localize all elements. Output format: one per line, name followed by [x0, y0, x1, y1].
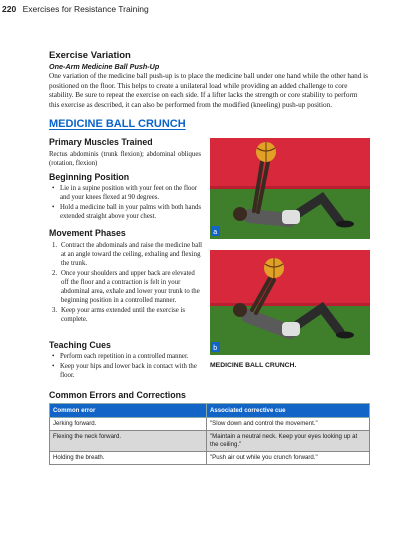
cell-error: Holding the breath. [50, 452, 207, 465]
variation-heading: Exercise Variation [49, 50, 131, 61]
teaching-cues-heading: Teaching Cues [49, 340, 111, 350]
photo-a [210, 138, 370, 239]
teaching-cues-list [52, 352, 204, 381]
errors-heading: Common Errors and Corrections [49, 390, 186, 400]
col-header-error: Common error [50, 404, 207, 418]
table-header-row [50, 404, 370, 418]
col-header-cue: Associated corrective cue [207, 404, 370, 418]
movement-phases-heading: Movement Phases [49, 228, 126, 238]
cell-cue: "Maintain a neutral neck. Keep your eyes looking up at the ceiling." [207, 431, 370, 452]
table-row [50, 418, 370, 431]
photo-b-label: b [213, 345, 218, 352]
cell-cue: "Push air out while you crunch forward." [207, 452, 370, 465]
list-item: 3. Keep your arms extended until the exercise is complete. [52, 307, 185, 323]
list-item: • Perform each repetition in a controlled manner. [52, 352, 204, 361]
errors-table [49, 403, 370, 465]
table-row [50, 431, 370, 452]
beginning-position-heading: Beginning Position [49, 172, 130, 182]
variation-subheading: One-Arm Medicine Ball Push-Up [49, 62, 160, 71]
figure-caption: MEDICINE BALL CRUNCH. [210, 362, 297, 369]
exercise-title: MEDICINE BALL CRUNCH [49, 118, 186, 130]
primary-muscles-text: Rectus abdominis (trunk flexion); abdominal obliques (rotation, flexion) [49, 151, 201, 168]
cell-error: Flexing the neck forward. [50, 431, 207, 452]
movement-phases-list [52, 241, 204, 325]
list-item: 2. Once your shoulders and upper back are elevated off the floor and a contraction is felt in your abdominal area, exhale and lower your trunk to the beginning position in a controlled manner. [52, 270, 200, 304]
table-row [50, 452, 370, 465]
list-item: • Keep your hips and lower back in contact with the floor. [52, 362, 204, 380]
running-head [2, 4, 149, 14]
page-number: 220 [2, 4, 17, 14]
cell-error: Jerking forward. [50, 418, 207, 431]
photo-b [210, 250, 370, 355]
photo-a-label: a [213, 229, 218, 236]
cell-cue: "Slow down and control the movement." [207, 418, 370, 431]
list-item: • Hold a medicine ball in your palms with both hands extended straight above your chest. [52, 203, 204, 221]
variation-paragraph: One variation of the medicine ball push-up is to place the medicine ball under one hand while the other hand is positioned on the floor. This helps to create a unilateral load while providing an added challenge to core stability. Be sure to repeat the exercise on each side. If a lifter lacks the strength or core stability to perform this exercise as described, it can also be performed from the modified (kneeling) push-up position. [49, 72, 368, 109]
beginning-position-list [52, 184, 204, 222]
list-item: 1. Contract the abdominals and raise the medicine ball at an angle toward the ceiling, exhaling and flexing the trunk. [52, 242, 202, 267]
running-title: Exercises for Resistance Training [22, 4, 149, 14]
primary-muscles-heading: Primary Muscles Trained [49, 137, 153, 147]
list-item: • Lie in a supine position with your feet on the floor and your knees flexed at 90 degrees. [52, 184, 204, 202]
